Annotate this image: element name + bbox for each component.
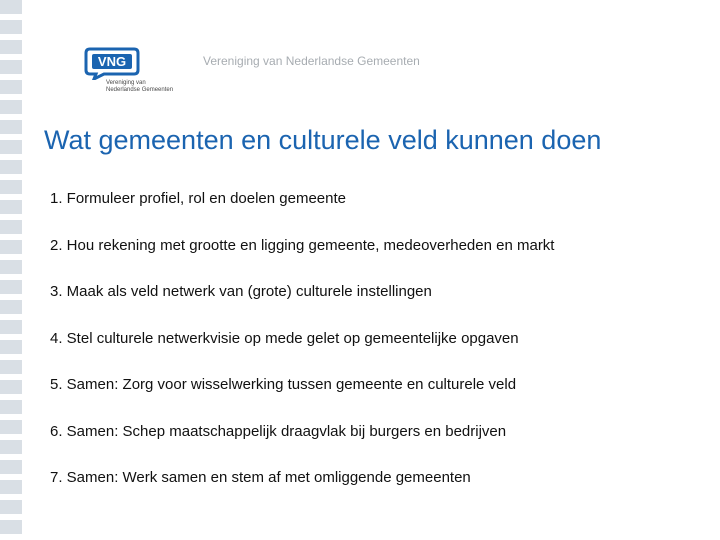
action-point: 1. Formuleer profiel, rol en doelen gemeente xyxy=(50,190,347,207)
action-points-list xyxy=(50,189,554,515)
logo-caption-line: Nederlandse Gemeenten xyxy=(106,87,174,93)
logo-caption xyxy=(106,80,186,94)
action-point: 7. Samen: Werk samen en stem af met omliggende gemeenten xyxy=(50,469,471,486)
logo-mark: VNG xyxy=(97,54,127,69)
logo-caption-line: Vereniging van xyxy=(106,80,146,86)
action-point: 2. Hou rekening met grootte en ligging gemeente, medeoverheden en markt xyxy=(50,236,555,254)
slide-title: Wat gemeenten en culturele veld kunnen doen xyxy=(44,125,602,155)
vng-logo xyxy=(80,44,190,100)
vng-logo-badge xyxy=(84,46,140,80)
action-point: 6. Samen: Schep maatschappelijk draagvlak bij burgers en bedrijven xyxy=(50,422,507,440)
action-point: 4. Stel culturele netwerkvisie op mede gelet op gemeentelijke opgaven xyxy=(50,329,519,347)
action-point: 5. Samen: Zorg voor wisselwerking tussen gemeente en culturele veld xyxy=(50,376,517,393)
action-point: 3. Maak als veld netwerk van (grote) culturele instellingen xyxy=(50,283,432,300)
organization-name: Vereniging van Nederlandse Gemeenten xyxy=(203,54,420,68)
decorative-side-stripe xyxy=(0,0,22,540)
